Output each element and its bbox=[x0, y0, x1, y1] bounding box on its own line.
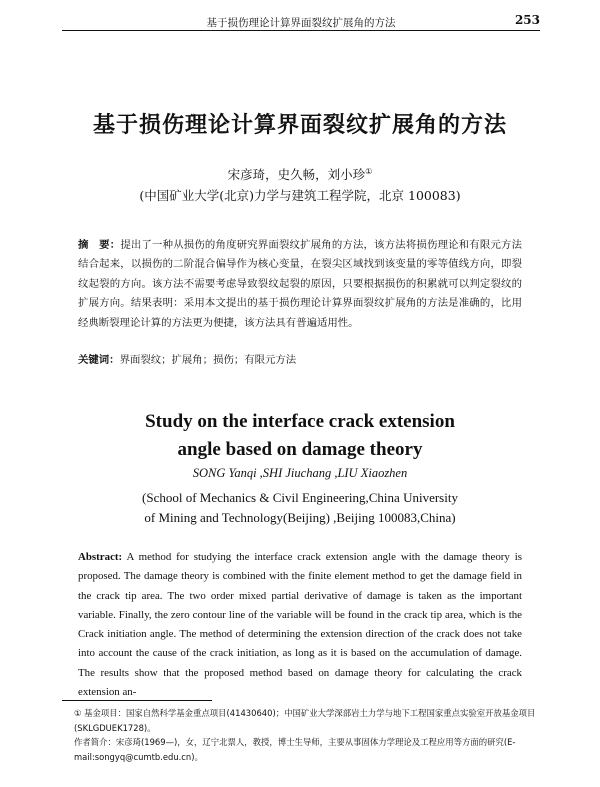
footnote-author-intro: 作者简介：宋彦琦(1969—)，女，辽宁北票人，教授，博士生导师，主要从事固体力学理论及工程应用等方面的研究(E-mail:songyq@cumtb.edu.cn)。 bbox=[74, 737, 516, 762]
english-affiliation-line1: (School of Mechanics & Civil Engineering,China University bbox=[142, 490, 458, 505]
chinese-abstract-text: 提出了一种从损伤的角度研究界面裂纹扩展角的方法，该方法将损伤理论和有限元方法结合起来，以损伤的二阶混合偏导作为核心变量，在裂尖区域找到该变量的零等值线方向，即裂纹起裂的方向。该方法不需要考虑导致裂纹起裂的原因，只要根据损伤的积累就可以判定裂纹的扩展方向。结果表明：采用本文提出的基于损伤理论计算界面裂纹扩展角的方法是准确的，比用经典断裂理论计算的方法更为便捷，该方法具有普遍适用性。 bbox=[78, 239, 523, 329]
page-number: 253 bbox=[514, 13, 540, 27]
chinese-authors bbox=[0, 165, 600, 183]
footnote-mark: ① bbox=[365, 166, 373, 176]
chinese-abstract-label: 摘 要： bbox=[78, 239, 121, 251]
chinese-keywords bbox=[78, 351, 522, 366]
running-header bbox=[62, 10, 540, 31]
english-title-line1: Study on the interface crack extension bbox=[145, 411, 455, 432]
english-abstract bbox=[78, 548, 522, 702]
footnote-fund: ① 基金项目：国家自然科学基金重点项目(41430640)；中国矿业大学深部岩土力学与地下工程国家重点实验室开放基金项目(SKLGDUEK1728)。 bbox=[74, 708, 536, 733]
footnote-divider bbox=[62, 700, 212, 701]
english-title bbox=[0, 408, 600, 464]
chinese-abstract bbox=[78, 236, 522, 333]
footnotes bbox=[62, 706, 538, 764]
english-affiliation bbox=[0, 488, 600, 528]
chinese-affiliation: (中国矿业大学(北京)力学与建筑工程学院，北京 100083) bbox=[139, 188, 461, 203]
english-authors: SONG Yanqi ,SHI Jiuchang ,LIU Xiaozhen bbox=[192, 466, 408, 480]
chinese-title: 基于损伤理论计算界面裂纹扩展角的方法 bbox=[92, 113, 507, 138]
english-abstract-label: Abstract: bbox=[78, 551, 123, 563]
english-affiliation-line2: of Mining and Technology(Beijing) ,Beijing 100083,China) bbox=[144, 510, 456, 525]
english-abstract-text: A method for studying the interface crack extension angle with the damage theory is proposed. The damage theory is combined with the finite element method to get the damage field in the crack tip area. The two order mixed partial derivative of damage is taken as the important variable. Finally, the zero contour line of the variable will be found in the crack tip area, which is the Crack initiation angle. The method of determining the extension direction of the crack does not take into account the cause of the crack initiation, as long as it is based on the accumulation of damage. The results show that the proposed method based on damage theory for calculating the crack extension an- bbox=[78, 551, 522, 699]
chinese-keywords-label: 关键词： bbox=[78, 354, 120, 366]
chinese-keywords-text: 界面裂纹；扩展角；损伤；有限元方法 bbox=[119, 354, 297, 366]
running-title: 基于损伤理论计算界面裂纹扩展角的方法 bbox=[206, 17, 396, 29]
chinese-author-names: 宋彦琦，史久畅，刘小珍 bbox=[227, 167, 366, 182]
english-title-line2: angle based on damage theory bbox=[177, 439, 423, 460]
